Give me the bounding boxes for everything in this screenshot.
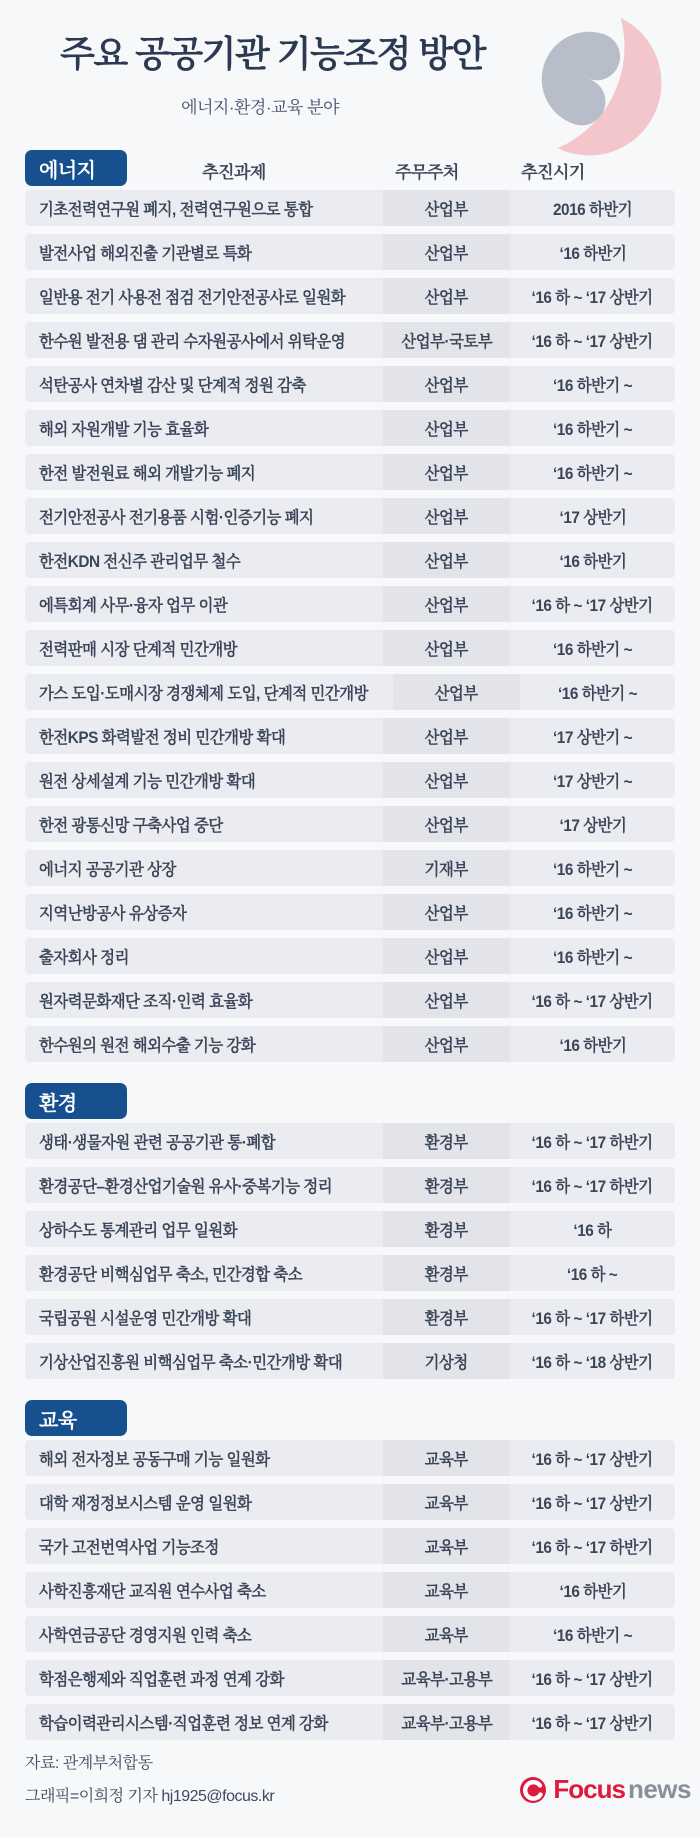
- timing-text: ‘17 상반기: [559, 509, 626, 527]
- task-text: 사학진흥재단 교직원 연수사업 축소: [39, 1583, 266, 1601]
- ministry-cell: [383, 1528, 510, 1564]
- timing-text: 2016 하반기: [552, 201, 633, 219]
- task-text: 석탄공사 연차별 감산 및 단계적 정원 감축: [39, 377, 306, 395]
- timing-text: ‘16 하반기 ~: [552, 641, 633, 659]
- section-badge: 에너지: [25, 150, 127, 186]
- timing-text: ‘16 하반기 ~: [552, 465, 633, 483]
- timing-text: ‘16 하 ~ ‘17 상반기: [531, 333, 653, 351]
- ministry-cell: [383, 454, 510, 490]
- table-row: [25, 586, 675, 622]
- table-row: [25, 982, 675, 1018]
- ministry-cell: [383, 982, 510, 1018]
- timing-cell: [510, 586, 675, 622]
- timing-cell: [510, 894, 675, 930]
- task-cell: [25, 234, 383, 270]
- task-cell: [25, 1167, 383, 1203]
- timing-text: ‘16 하반기 ~: [552, 905, 633, 923]
- task-cell: [25, 1528, 383, 1564]
- task-text: 대학 재정정보시스템 운영 일원화: [39, 1495, 252, 1513]
- ministry-cell: [383, 718, 510, 754]
- table-row: [25, 410, 675, 446]
- timing-cell: [510, 1211, 675, 1247]
- table-row: [25, 278, 675, 314]
- ministry-cell: [383, 1167, 510, 1203]
- ministry-cell: [383, 1704, 510, 1740]
- timing-text: ‘16 하반기 ~: [552, 377, 633, 395]
- table-row: [25, 1704, 675, 1740]
- task-text: 일반용 전기 사용전 점검 전기안전공사로 일원화: [39, 289, 346, 307]
- timing-text: ‘16 하반기 ~: [552, 1627, 633, 1645]
- ministry-text: 산업부: [424, 597, 469, 615]
- focusnews-wordmark-primary: Focus: [553, 1774, 625, 1804]
- task-cell: [25, 718, 383, 754]
- task-cell: [25, 1572, 383, 1608]
- task-text: 환경공단 비핵심업무 축소, 민간경합 축소: [39, 1266, 303, 1284]
- timing-text: ‘16 하 ~ ‘17 상반기: [531, 289, 653, 307]
- column-header-timing: 추진시기: [521, 163, 585, 182]
- table-row: [25, 806, 675, 842]
- section-환경: [25, 1083, 675, 1379]
- page-footer: [25, 1748, 691, 1838]
- ministry-cell: [383, 1572, 510, 1608]
- timing-cell: [510, 982, 675, 1018]
- ministry-text: 산업부: [424, 509, 469, 527]
- table-row: [25, 718, 675, 754]
- table-row: [25, 454, 675, 490]
- task-text: 국가 고전번역사업 기능조정: [39, 1539, 219, 1557]
- task-text: 학점은행제와 직업훈련 과정 연계 강화: [39, 1671, 284, 1689]
- ministry-text: 환경부: [424, 1266, 469, 1284]
- timing-text: ‘17 상반기 ~: [552, 773, 633, 791]
- table-row: [25, 498, 675, 534]
- task-cell: [25, 1026, 383, 1062]
- table-row: [25, 1299, 675, 1335]
- ministry-text: 산업부: [424, 553, 469, 571]
- timing-cell: [510, 1704, 675, 1740]
- timing-cell: [510, 1660, 675, 1696]
- task-cell: [25, 762, 383, 798]
- ministry-cell: [383, 1484, 510, 1520]
- timing-text: ‘16 하 ~ ‘17 상반기: [531, 597, 653, 615]
- ministry-text: 교육부: [424, 1539, 469, 1557]
- timing-text: ‘16 하 ~ ‘17 상반기: [531, 1671, 653, 1689]
- timing-text: ‘16 하 ~: [567, 1266, 618, 1284]
- ministry-text: 산업부: [424, 377, 469, 395]
- task-text: 해외 자원개발 기능 효율화: [39, 421, 209, 439]
- task-cell: [25, 1299, 383, 1335]
- ministry-text: 교육부: [424, 1583, 469, 1601]
- ministry-cell: [383, 894, 510, 930]
- table-row: [25, 190, 675, 226]
- timing-text: ‘16 하 ~ ‘17 상반기: [531, 1451, 653, 1469]
- government-taegeuk-icon: [512, 14, 680, 162]
- ministry-cell: [383, 1026, 510, 1062]
- column-header-ministry: 주무주처: [395, 163, 459, 182]
- task-text: 기초전력연구원 폐지, 전력연구원으로 통합: [39, 201, 313, 219]
- ministry-cell: [383, 498, 510, 534]
- task-cell: [25, 586, 383, 622]
- ministry-text: 산업부: [424, 729, 469, 747]
- timing-text: ‘16 하: [573, 1222, 612, 1240]
- ministry-text: 산업부: [424, 817, 469, 835]
- timing-cell: [510, 1440, 675, 1476]
- task-text: 출자회사 정리: [39, 949, 129, 967]
- table-row: [25, 1343, 675, 1379]
- table-row: [25, 630, 675, 666]
- task-cell: [25, 322, 383, 358]
- ministry-text: 교육부·고용부: [401, 1671, 492, 1689]
- timing-cell: [510, 366, 675, 402]
- timing-text: ‘16 하 ~ ‘18 상반기: [531, 1354, 653, 1372]
- task-text: 생태·생물자원 관련 공공기관 통·폐합: [39, 1134, 276, 1152]
- section-head: [25, 1083, 675, 1119]
- ministry-cell: [383, 1616, 510, 1652]
- timing-cell: [510, 850, 675, 886]
- task-text: 상하수도 통계관리 업무 일원화: [39, 1222, 238, 1240]
- page-subtitle: 에너지·환경·교육 분야: [181, 98, 339, 117]
- timing-text: ‘16 하 ~ ‘17 하반기: [531, 1310, 653, 1328]
- ministry-cell: [383, 1299, 510, 1335]
- timing-cell: [510, 1167, 675, 1203]
- timing-text: ‘16 하반기: [559, 553, 626, 571]
- timing-cell: [510, 1572, 675, 1608]
- table-row: [25, 1484, 675, 1520]
- focusnews-wordmark-secondary: news: [627, 1774, 691, 1804]
- task-cell: [25, 410, 383, 446]
- timing-cell: [510, 1343, 675, 1379]
- ministry-text: 교육부: [424, 1627, 469, 1645]
- ministry-cell: [383, 322, 510, 358]
- ministry-cell: [383, 806, 510, 842]
- timing-cell: [510, 806, 675, 842]
- timing-cell: [510, 190, 675, 226]
- ministry-text: 산업부: [424, 993, 469, 1011]
- focusnews-logo: [519, 1774, 691, 1805]
- table-row: [25, 1440, 675, 1476]
- table-row: [25, 1528, 675, 1564]
- table-row: [25, 1211, 675, 1247]
- ministry-cell: [383, 938, 510, 974]
- task-text: 사학연금공단 경영지원 인력 축소: [39, 1627, 252, 1645]
- task-cell: [25, 1440, 383, 1476]
- ministry-cell: [383, 1660, 510, 1696]
- section-badge: 환경: [25, 1083, 127, 1119]
- table-row: [25, 1660, 675, 1696]
- timing-cell: [510, 498, 675, 534]
- ministry-text: 산업부: [434, 685, 478, 703]
- ministry-text: 산업부: [424, 949, 469, 967]
- timing-text: ‘16 하 ~ ‘17 하반기: [531, 1539, 653, 1557]
- task-cell: [25, 454, 383, 490]
- timing-cell: [520, 674, 675, 710]
- timing-text: ‘16 하반기 ~: [557, 685, 637, 703]
- footer-source: 자료: 관계부처합동: [25, 1755, 153, 1772]
- ministry-text: 환경부: [424, 1222, 469, 1240]
- ministry-text: 기상청: [424, 1354, 469, 1372]
- ministry-text: 산업부: [424, 1037, 469, 1055]
- timing-text: ‘17 상반기: [559, 817, 626, 835]
- task-text: 발전사업 해외진출 기관별로 특화: [39, 245, 252, 263]
- ministry-text: 환경부: [424, 1134, 469, 1152]
- task-cell: [25, 278, 383, 314]
- table-row: [25, 674, 675, 710]
- section-교육: [25, 1400, 675, 1740]
- ministry-cell: [383, 630, 510, 666]
- table-row: [25, 850, 675, 886]
- ministry-cell: [383, 1211, 510, 1247]
- table-row: [25, 542, 675, 578]
- task-cell: [25, 1704, 383, 1740]
- task-cell: [25, 630, 383, 666]
- timing-cell: [510, 1299, 675, 1335]
- task-text: 한전 발전원료 해외 개발기능 폐지: [39, 465, 256, 483]
- ministry-cell: [383, 586, 510, 622]
- ministry-text: 산업부: [424, 245, 469, 263]
- task-text: 학습이력관리시스템·직업훈련 정보 연계 강화: [39, 1715, 328, 1733]
- table-row: [25, 938, 675, 974]
- timing-cell: [510, 454, 675, 490]
- ministry-text: 환경부: [424, 1178, 469, 1196]
- focusnews-swirl-icon: [519, 1776, 547, 1804]
- timing-cell: [510, 1123, 675, 1159]
- timing-text: ‘16 하반기 ~: [552, 949, 633, 967]
- task-cell: [25, 1484, 383, 1520]
- task-cell: [25, 894, 383, 930]
- timing-cell: [510, 1528, 675, 1564]
- ministry-text: 산업부: [424, 289, 469, 307]
- task-text: 전기안전공사 전기용품 시험·인증기능 폐지: [39, 509, 314, 527]
- ministry-cell: [383, 1255, 510, 1291]
- timing-text: ‘16 하 ~ ‘17 상반기: [531, 993, 653, 1011]
- timing-cell: [510, 1484, 675, 1520]
- ministry-cell: [383, 1123, 510, 1159]
- task-cell: [25, 806, 383, 842]
- ministry-cell: [383, 1440, 510, 1476]
- section-head: [25, 150, 675, 186]
- ministry-cell: [383, 1343, 510, 1379]
- ministry-text: 교육부: [424, 1495, 469, 1513]
- table-row: [25, 322, 675, 358]
- timing-text: ‘16 하 ~ ‘17 하반기: [531, 1178, 653, 1196]
- section-badge: 교육: [25, 1400, 127, 1436]
- timing-cell: [510, 1616, 675, 1652]
- table-row: [25, 366, 675, 402]
- column-header-task: 추진과제: [202, 163, 266, 182]
- task-text: 국립공원 시설운영 민간개방 확대: [39, 1310, 252, 1328]
- table-row: [25, 1255, 675, 1291]
- sections: [0, 150, 700, 1740]
- table-row: [25, 1572, 675, 1608]
- table-row: [25, 1123, 675, 1159]
- task-text: 환경공단–환경산업기술원 유사·중복기능 정리: [39, 1178, 333, 1196]
- ministry-text: 산업부: [424, 641, 469, 659]
- table-row: [25, 762, 675, 798]
- task-text: 원전 상세설계 기능 민간개방 확대: [39, 773, 256, 791]
- ministry-text: 환경부: [424, 1310, 469, 1328]
- timing-cell: [510, 278, 675, 314]
- timing-text: ‘16 하반기: [559, 245, 626, 263]
- timing-text: ‘16 하 ~ ‘17 하반기: [531, 1134, 653, 1152]
- table-row: [25, 1026, 675, 1062]
- task-text: 기상산업진흥원 비핵심업무 축소·민간개방 확대: [39, 1354, 343, 1372]
- task-cell: [25, 498, 383, 534]
- table-row: [25, 894, 675, 930]
- ministry-cell: [383, 234, 510, 270]
- timing-text: ‘16 하반기 ~: [552, 861, 633, 879]
- timing-cell: [510, 762, 675, 798]
- timing-cell: [510, 938, 675, 974]
- ministry-text: 산업부: [424, 773, 469, 791]
- task-text: 전력판매 시장 단계적 민간개방: [39, 641, 238, 659]
- task-text: 한수원 발전용 댐 관리 수자원공사에서 위탁운영: [39, 333, 346, 351]
- ministry-text: 교육부: [424, 1451, 469, 1469]
- task-cell: [25, 982, 383, 1018]
- ministry-cell: [383, 410, 510, 446]
- ministry-cell: [383, 850, 510, 886]
- ministry-cell: [383, 366, 510, 402]
- task-text: 에너지 공공기관 상장: [39, 861, 176, 879]
- task-cell: [25, 1616, 383, 1652]
- task-text: 한전KDN 전신주 관리업무 철수: [39, 553, 241, 571]
- section-에너지: [25, 150, 675, 1062]
- task-cell: [25, 1343, 383, 1379]
- task-text: 에특회계 사무·융자 업무 이관: [39, 597, 228, 615]
- task-cell: [25, 938, 383, 974]
- timing-text: ‘16 하 ~ ‘17 상반기: [531, 1715, 653, 1733]
- task-cell: [25, 1255, 383, 1291]
- footer-credit: 그래픽=이희정 기자 hj1925@focus.kr: [25, 1788, 275, 1805]
- task-text: 한전 광통신망 구축사업 중단: [39, 817, 223, 835]
- task-cell: [25, 190, 383, 226]
- timing-cell: [510, 1255, 675, 1291]
- table-row: [25, 234, 675, 270]
- ministry-cell: [383, 762, 510, 798]
- task-text: 한전KPS 화력발전 정비 민간개방 확대: [39, 729, 286, 747]
- task-cell: [25, 1123, 383, 1159]
- timing-cell: [510, 234, 675, 270]
- task-text: 해외 전자정보 공동구매 기능 일원화: [39, 1451, 270, 1469]
- timing-text: ‘16 하반기: [559, 1583, 626, 1601]
- ministry-text: 기재부: [424, 861, 469, 879]
- task-cell: [25, 542, 383, 578]
- timing-cell: [510, 630, 675, 666]
- ministry-cell: [383, 190, 510, 226]
- table-row: [25, 1616, 675, 1652]
- timing-text: ‘16 하반기 ~: [552, 421, 633, 439]
- ministry-text: 산업부: [424, 905, 469, 923]
- page-header: [0, 0, 700, 150]
- task-text: 한수원의 원전 해외수출 기능 강화: [39, 1037, 256, 1055]
- task-cell: [25, 850, 383, 886]
- timing-cell: [510, 718, 675, 754]
- task-cell: [25, 1211, 383, 1247]
- ministry-cell: [393, 674, 520, 710]
- timing-text: ‘16 하반기: [559, 1037, 626, 1055]
- timing-cell: [510, 410, 675, 446]
- task-cell: [25, 366, 383, 402]
- ministry-text: 교육부·고용부: [401, 1715, 492, 1733]
- ministry-text: 산업부·국토부: [401, 333, 492, 351]
- ministry-text: 산업부: [424, 465, 469, 483]
- timing-cell: [510, 542, 675, 578]
- ministry-cell: [383, 542, 510, 578]
- timing-cell: [510, 322, 675, 358]
- page-title: 주요 공공기관 기능조정 방안: [60, 33, 485, 74]
- task-cell: [25, 674, 393, 710]
- task-text: 지역난방공사 유상증자: [39, 905, 187, 923]
- section-head: [25, 1400, 675, 1436]
- timing-text: ‘17 상반기 ~: [552, 729, 633, 747]
- task-text: 원자력문화재단 조직·인력 효율화: [39, 993, 253, 1011]
- ministry-cell: [383, 278, 510, 314]
- task-text: 가스 도입·도매시장 경쟁체제 도입, 단계적 민간개방: [39, 685, 368, 703]
- timing-cell: [510, 1026, 675, 1062]
- task-cell: [25, 1660, 383, 1696]
- ministry-text: 산업부: [424, 421, 469, 439]
- ministry-text: 산업부: [424, 201, 469, 219]
- timing-text: ‘16 하 ~ ‘17 상반기: [531, 1495, 653, 1513]
- table-row: [25, 1167, 675, 1203]
